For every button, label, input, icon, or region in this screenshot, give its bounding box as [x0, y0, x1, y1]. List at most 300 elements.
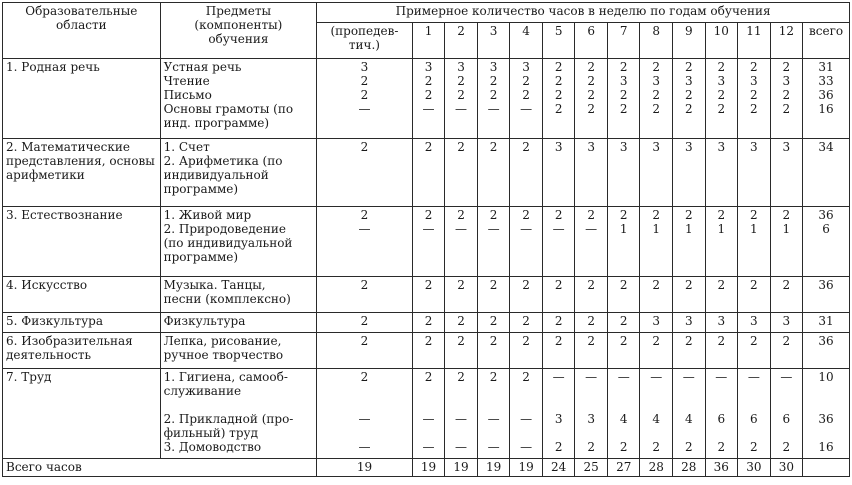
total-value-line: 16	[818, 440, 834, 454]
year-value-line: 2	[750, 60, 758, 74]
year-value-line	[641, 182, 671, 196]
year-value-line: 2	[489, 334, 498, 348]
year-value-line	[739, 250, 769, 264]
year-value-line	[674, 384, 704, 398]
year-value-line	[772, 384, 802, 398]
year-value	[575, 139, 608, 207]
year-value-line: 2	[782, 102, 791, 116]
year-value	[673, 369, 706, 459]
year-value-line: 2	[489, 314, 498, 328]
year-value-line	[772, 398, 802, 412]
year-value	[607, 333, 640, 369]
year-value-line	[544, 292, 574, 306]
year-value-line: —	[747, 370, 760, 384]
year-value-line	[674, 398, 704, 412]
year-value	[575, 333, 608, 369]
year-value-line: 2	[424, 74, 433, 88]
year-value-line: 4	[684, 412, 693, 426]
curriculum-hours-table	[2, 2, 850, 477]
year-value-line: 3	[750, 140, 758, 154]
propaedeutic-value-line: 2	[360, 140, 369, 154]
year-value-line	[576, 398, 606, 412]
year-value-line	[576, 426, 606, 440]
total-value	[803, 207, 850, 277]
subject-cell-line: индивидуальной	[163, 168, 269, 182]
area-cell: 4. Искусство	[3, 277, 161, 313]
total-value-line: 34	[818, 140, 834, 154]
year-value-line	[511, 348, 541, 362]
year-value-line	[544, 426, 574, 440]
year-value	[412, 333, 445, 369]
header-year-5: 5	[542, 23, 575, 59]
year-value-line	[609, 116, 639, 130]
total-value-line	[804, 168, 848, 182]
year-value	[510, 207, 543, 277]
year-value-line: 2	[750, 334, 758, 348]
year-value-line: 2	[522, 314, 530, 328]
year-value	[770, 59, 803, 139]
year-value-line: 2	[587, 440, 595, 454]
year-value-line: 2	[554, 314, 563, 328]
year-value-line: 3	[587, 412, 595, 426]
total-value-line: 6	[822, 222, 830, 236]
total-value	[803, 313, 850, 333]
total-value-line: 16	[818, 102, 834, 116]
year-value-line: —	[650, 370, 663, 384]
year-value-line	[772, 154, 802, 168]
year-value	[640, 207, 673, 277]
year-value-line: —	[422, 412, 435, 426]
year-value	[477, 277, 510, 313]
year-value-line	[511, 292, 541, 306]
year-value-line: —	[715, 370, 728, 384]
subject-cell-line: 3. Домоводство	[163, 440, 262, 454]
area-cell: 7. Труд	[3, 369, 161, 459]
year-value-line: 3	[750, 314, 758, 328]
year-value	[673, 139, 706, 207]
year-value-line	[707, 292, 737, 306]
year-value	[412, 59, 445, 139]
year-value-line: 3	[587, 140, 595, 154]
propaedeutic-value-line	[318, 348, 411, 362]
subject-cell-line: (по индивидуальной	[163, 236, 293, 250]
year-value-line	[609, 236, 639, 250]
year-value-line: 1	[717, 222, 726, 236]
year-value-line	[544, 168, 574, 182]
year-value-line: 6	[782, 412, 791, 426]
area-cell: 2. Математические представления, основы арифметики	[3, 139, 161, 207]
year-value-line: 2	[522, 88, 530, 102]
year-value-line	[479, 398, 509, 412]
subject-cell	[160, 207, 317, 277]
year-value-line: 3	[457, 60, 465, 74]
total-value-line: 31	[818, 314, 834, 328]
year-value-line: —	[520, 102, 533, 116]
totals-year-value: 19	[477, 459, 510, 477]
year-value-line: 2	[522, 370, 530, 384]
subject-cell-line: 2. Прикладной (про-	[163, 412, 294, 426]
year-value-line: 2	[717, 102, 726, 116]
year-value-line: —	[487, 440, 500, 454]
year-value-line: 2	[619, 102, 628, 116]
year-value-line	[479, 250, 509, 264]
year-value-line: 2	[587, 314, 595, 328]
year-value-line: —	[422, 102, 435, 116]
total-value-line	[804, 426, 848, 440]
year-value-line: 2	[750, 208, 758, 222]
subject-cell-line: 1. Гигиена, самооб-	[163, 370, 288, 384]
propaedeutic-value-line: —	[358, 412, 371, 426]
year-value	[640, 59, 673, 139]
year-value-line: 2	[652, 440, 661, 454]
year-value-line: 2	[522, 74, 530, 88]
year-value-line	[739, 398, 769, 412]
year-value-line	[772, 426, 802, 440]
header-subjects: Предметы (компоненты) обучения	[160, 3, 317, 59]
year-value	[705, 59, 738, 139]
year-value-line	[772, 116, 802, 130]
year-value	[640, 277, 673, 313]
subject-cell	[160, 313, 317, 333]
year-value-line	[446, 250, 476, 264]
header-year-9: 9	[673, 23, 706, 59]
year-value-line	[674, 116, 704, 130]
year-value-line: 2	[619, 314, 628, 328]
year-value-line: 6	[750, 412, 758, 426]
year-value-line	[772, 168, 802, 182]
year-value	[738, 277, 771, 313]
year-value-line: 3	[717, 314, 726, 328]
year-value	[770, 139, 803, 207]
totals-label: Всего часов	[3, 459, 317, 477]
year-value-line: 1	[684, 222, 693, 236]
year-value-line: 2	[457, 370, 465, 384]
year-value-line: 3	[717, 74, 726, 88]
year-value-line: 2	[750, 440, 758, 454]
total-value-line: 31	[818, 60, 834, 74]
subject-cell	[160, 369, 317, 459]
year-value-line: 2	[717, 278, 726, 292]
year-value-line	[739, 154, 769, 168]
year-value-line	[414, 236, 444, 250]
subject-cell-line: 2. Арифметика (по	[163, 154, 283, 168]
year-value-line: 2	[684, 440, 693, 454]
year-value-line	[707, 182, 737, 196]
year-value-line	[674, 236, 704, 250]
header-year-11: 11	[738, 23, 771, 59]
year-value	[477, 313, 510, 333]
year-value-line	[739, 384, 769, 398]
table-row	[3, 369, 850, 459]
year-value-line	[576, 182, 606, 196]
subject-cell-line: 2. Природоведение	[163, 222, 286, 236]
subject-cell-line: песни (комплексно)	[163, 292, 291, 306]
year-value	[607, 207, 640, 277]
subject-cell-line	[164, 398, 314, 412]
total-value-line: 36	[818, 88, 834, 102]
year-value-line	[446, 384, 476, 398]
year-value-line: 3	[782, 74, 791, 88]
totals-propaedeutic: 19	[317, 459, 413, 477]
year-value-line: 2	[717, 208, 726, 222]
subject-cell-line: служивание	[163, 384, 242, 398]
year-value	[542, 277, 575, 313]
year-value	[445, 277, 478, 313]
totals-year-value: 30	[738, 459, 771, 477]
year-value-line: 2	[489, 278, 498, 292]
area-cell: 3. Естествознание	[3, 207, 161, 277]
year-value-line	[544, 116, 574, 130]
total-value-line: 33	[818, 74, 834, 88]
year-value-line	[609, 348, 639, 362]
year-value-line: 2	[782, 278, 791, 292]
totals-year-value: 36	[705, 459, 738, 477]
header-year-7: 7	[607, 23, 640, 59]
year-value-line	[446, 348, 476, 362]
header-areas: Образовательные области	[3, 3, 161, 59]
year-value-line: 2	[587, 208, 595, 222]
year-value-line: 2	[489, 208, 498, 222]
year-value	[412, 139, 445, 207]
year-value-line	[446, 426, 476, 440]
year-value-line	[576, 384, 606, 398]
subject-cell-line: Чтение	[163, 74, 210, 88]
year-value-line: 2	[554, 60, 563, 74]
year-value-line	[641, 292, 671, 306]
year-value-line	[674, 182, 704, 196]
year-value	[705, 313, 738, 333]
year-value-line	[707, 384, 737, 398]
year-value	[738, 207, 771, 277]
year-value-line	[576, 292, 606, 306]
year-value	[738, 139, 771, 207]
table-row	[3, 333, 850, 369]
year-value-line	[609, 426, 639, 440]
year-value	[640, 369, 673, 459]
year-value	[673, 277, 706, 313]
year-value-line: 2	[750, 102, 758, 116]
year-value-line	[544, 398, 574, 412]
year-value	[705, 333, 738, 369]
year-value	[542, 333, 575, 369]
year-value	[705, 277, 738, 313]
total-value-line	[804, 398, 848, 412]
year-value-line	[674, 168, 704, 182]
year-value	[673, 333, 706, 369]
year-value-line	[446, 398, 476, 412]
year-value-line	[707, 398, 737, 412]
year-value-line	[544, 236, 574, 250]
year-value	[510, 333, 543, 369]
year-value-line	[576, 116, 606, 130]
total-value-line: 36	[818, 208, 834, 222]
total-value	[803, 277, 850, 313]
year-value-line	[576, 236, 606, 250]
year-value-line: 2	[684, 208, 693, 222]
year-value	[510, 139, 543, 207]
propaedeutic-value-line	[318, 384, 411, 398]
year-value-line	[479, 182, 509, 196]
year-value-line	[511, 236, 541, 250]
propaedeutic-value-line: —	[358, 102, 371, 116]
year-value-line: 2	[554, 88, 563, 102]
year-value-line	[707, 236, 737, 250]
propaedeutic-value-line: 3	[360, 60, 369, 74]
year-value-line	[544, 154, 574, 168]
year-value-line: 2	[424, 140, 433, 154]
year-value-line	[674, 426, 704, 440]
year-value-line	[414, 250, 444, 264]
header-year-12: 12	[770, 23, 803, 59]
year-value-line: 3	[782, 140, 791, 154]
year-value-line: 3	[652, 74, 661, 88]
table-row	[3, 313, 850, 333]
year-value	[607, 369, 640, 459]
header-year-8: 8	[640, 23, 673, 59]
year-value-line	[707, 250, 737, 264]
year-value-line	[511, 250, 541, 264]
year-value-line	[641, 236, 671, 250]
header-propaedeutic: (пропедев-тич.)	[317, 23, 413, 59]
year-value-line	[414, 292, 444, 306]
year-value-line: 3	[522, 60, 530, 74]
year-value-line	[772, 236, 802, 250]
year-value-line	[641, 348, 671, 362]
year-value-line	[479, 426, 509, 440]
year-value-line: —	[455, 440, 468, 454]
year-value-line	[609, 168, 639, 182]
year-value-line	[414, 426, 444, 440]
year-value	[640, 313, 673, 333]
year-value-line	[707, 426, 737, 440]
year-value-line: 2	[457, 88, 465, 102]
year-value-line: 2	[522, 334, 530, 348]
year-value	[673, 207, 706, 277]
year-value-line	[641, 398, 671, 412]
year-value-line	[609, 182, 639, 196]
hours-table-container	[2, 2, 850, 483]
year-value-line: 2	[782, 60, 791, 74]
year-value-line: 2	[457, 314, 465, 328]
year-value-line: —	[487, 102, 500, 116]
total-value-line: 36	[818, 334, 834, 348]
year-value-line	[641, 168, 671, 182]
year-value-line: 3	[619, 140, 628, 154]
year-value-line	[576, 168, 606, 182]
year-value-line: 2	[684, 334, 693, 348]
year-value-line: 4	[652, 412, 661, 426]
year-value-line	[641, 116, 671, 130]
totals-row	[3, 459, 850, 477]
year-value-line: 2	[782, 334, 791, 348]
year-value-line: 3	[684, 74, 693, 88]
year-value-line: 2	[782, 88, 791, 102]
year-value	[705, 369, 738, 459]
subject-cell-line: Физкультура	[163, 314, 246, 328]
totals-year-value: 19	[510, 459, 543, 477]
year-value-line: 3	[554, 412, 563, 426]
year-value-line: —	[585, 222, 598, 236]
year-value	[770, 277, 803, 313]
subject-cell-line: программе)	[163, 182, 239, 196]
propaedeutic-value-line: 2	[360, 88, 369, 102]
year-value-line: 2	[587, 60, 595, 74]
year-value	[510, 369, 543, 459]
year-value-line: 2	[554, 440, 563, 454]
year-value-line: 2	[457, 140, 465, 154]
total-value-line: 36	[818, 278, 834, 292]
year-value	[640, 333, 673, 369]
year-value-line: 2	[652, 278, 661, 292]
year-value-line	[511, 182, 541, 196]
year-value-line	[576, 348, 606, 362]
year-value-line: 3	[554, 140, 563, 154]
year-value-line: 2	[424, 314, 433, 328]
year-value	[477, 59, 510, 139]
year-value-line	[479, 116, 509, 130]
year-value-line: —	[617, 370, 630, 384]
total-value-line	[804, 250, 848, 264]
year-value-line: 6	[717, 412, 726, 426]
total-value-line	[804, 182, 848, 196]
year-value-line	[479, 292, 509, 306]
year-value	[575, 207, 608, 277]
year-value-line: 2	[522, 140, 530, 154]
propaedeutic-value-line	[318, 250, 411, 264]
year-value-line: 2	[457, 208, 465, 222]
year-value-line: —	[520, 440, 533, 454]
year-value	[412, 369, 445, 459]
year-value-line	[772, 182, 802, 196]
year-value-line	[739, 348, 769, 362]
total-value-line	[804, 292, 848, 306]
total-value	[803, 59, 850, 139]
year-value	[445, 333, 478, 369]
propaedeutic-value-line	[318, 168, 411, 182]
total-value-line	[804, 384, 848, 398]
total-value-line: 36	[818, 412, 834, 426]
year-value-line: 1	[782, 222, 791, 236]
year-value-line: 4	[619, 412, 628, 426]
year-value-line	[446, 116, 476, 130]
totals-year-value: 19	[412, 459, 445, 477]
header-year-10: 10	[705, 23, 738, 59]
year-value-line	[511, 398, 541, 412]
propaedeutic-value	[317, 277, 413, 313]
propaedeutic-value	[317, 313, 413, 333]
year-value-line	[609, 398, 639, 412]
subject-cell	[160, 333, 317, 369]
year-value-line	[772, 250, 802, 264]
year-value-line: 3	[750, 74, 758, 88]
year-value-line	[772, 348, 802, 362]
year-value-line	[641, 250, 671, 264]
year-value-line	[739, 236, 769, 250]
year-value-line: 2	[684, 60, 693, 74]
year-value-line: 2	[554, 334, 563, 348]
year-value-line: 2	[717, 60, 726, 74]
total-value-line	[804, 154, 848, 168]
year-value	[705, 139, 738, 207]
subject-cell-line: 1. Живой мир	[163, 208, 252, 222]
year-value-line: 2	[587, 334, 595, 348]
year-value-line: 2	[587, 88, 595, 102]
year-value-line: 2	[750, 88, 758, 102]
year-value	[477, 333, 510, 369]
year-value-line	[414, 182, 444, 196]
year-value-line: 2	[684, 88, 693, 102]
propaedeutic-value-line: 2	[360, 334, 369, 348]
